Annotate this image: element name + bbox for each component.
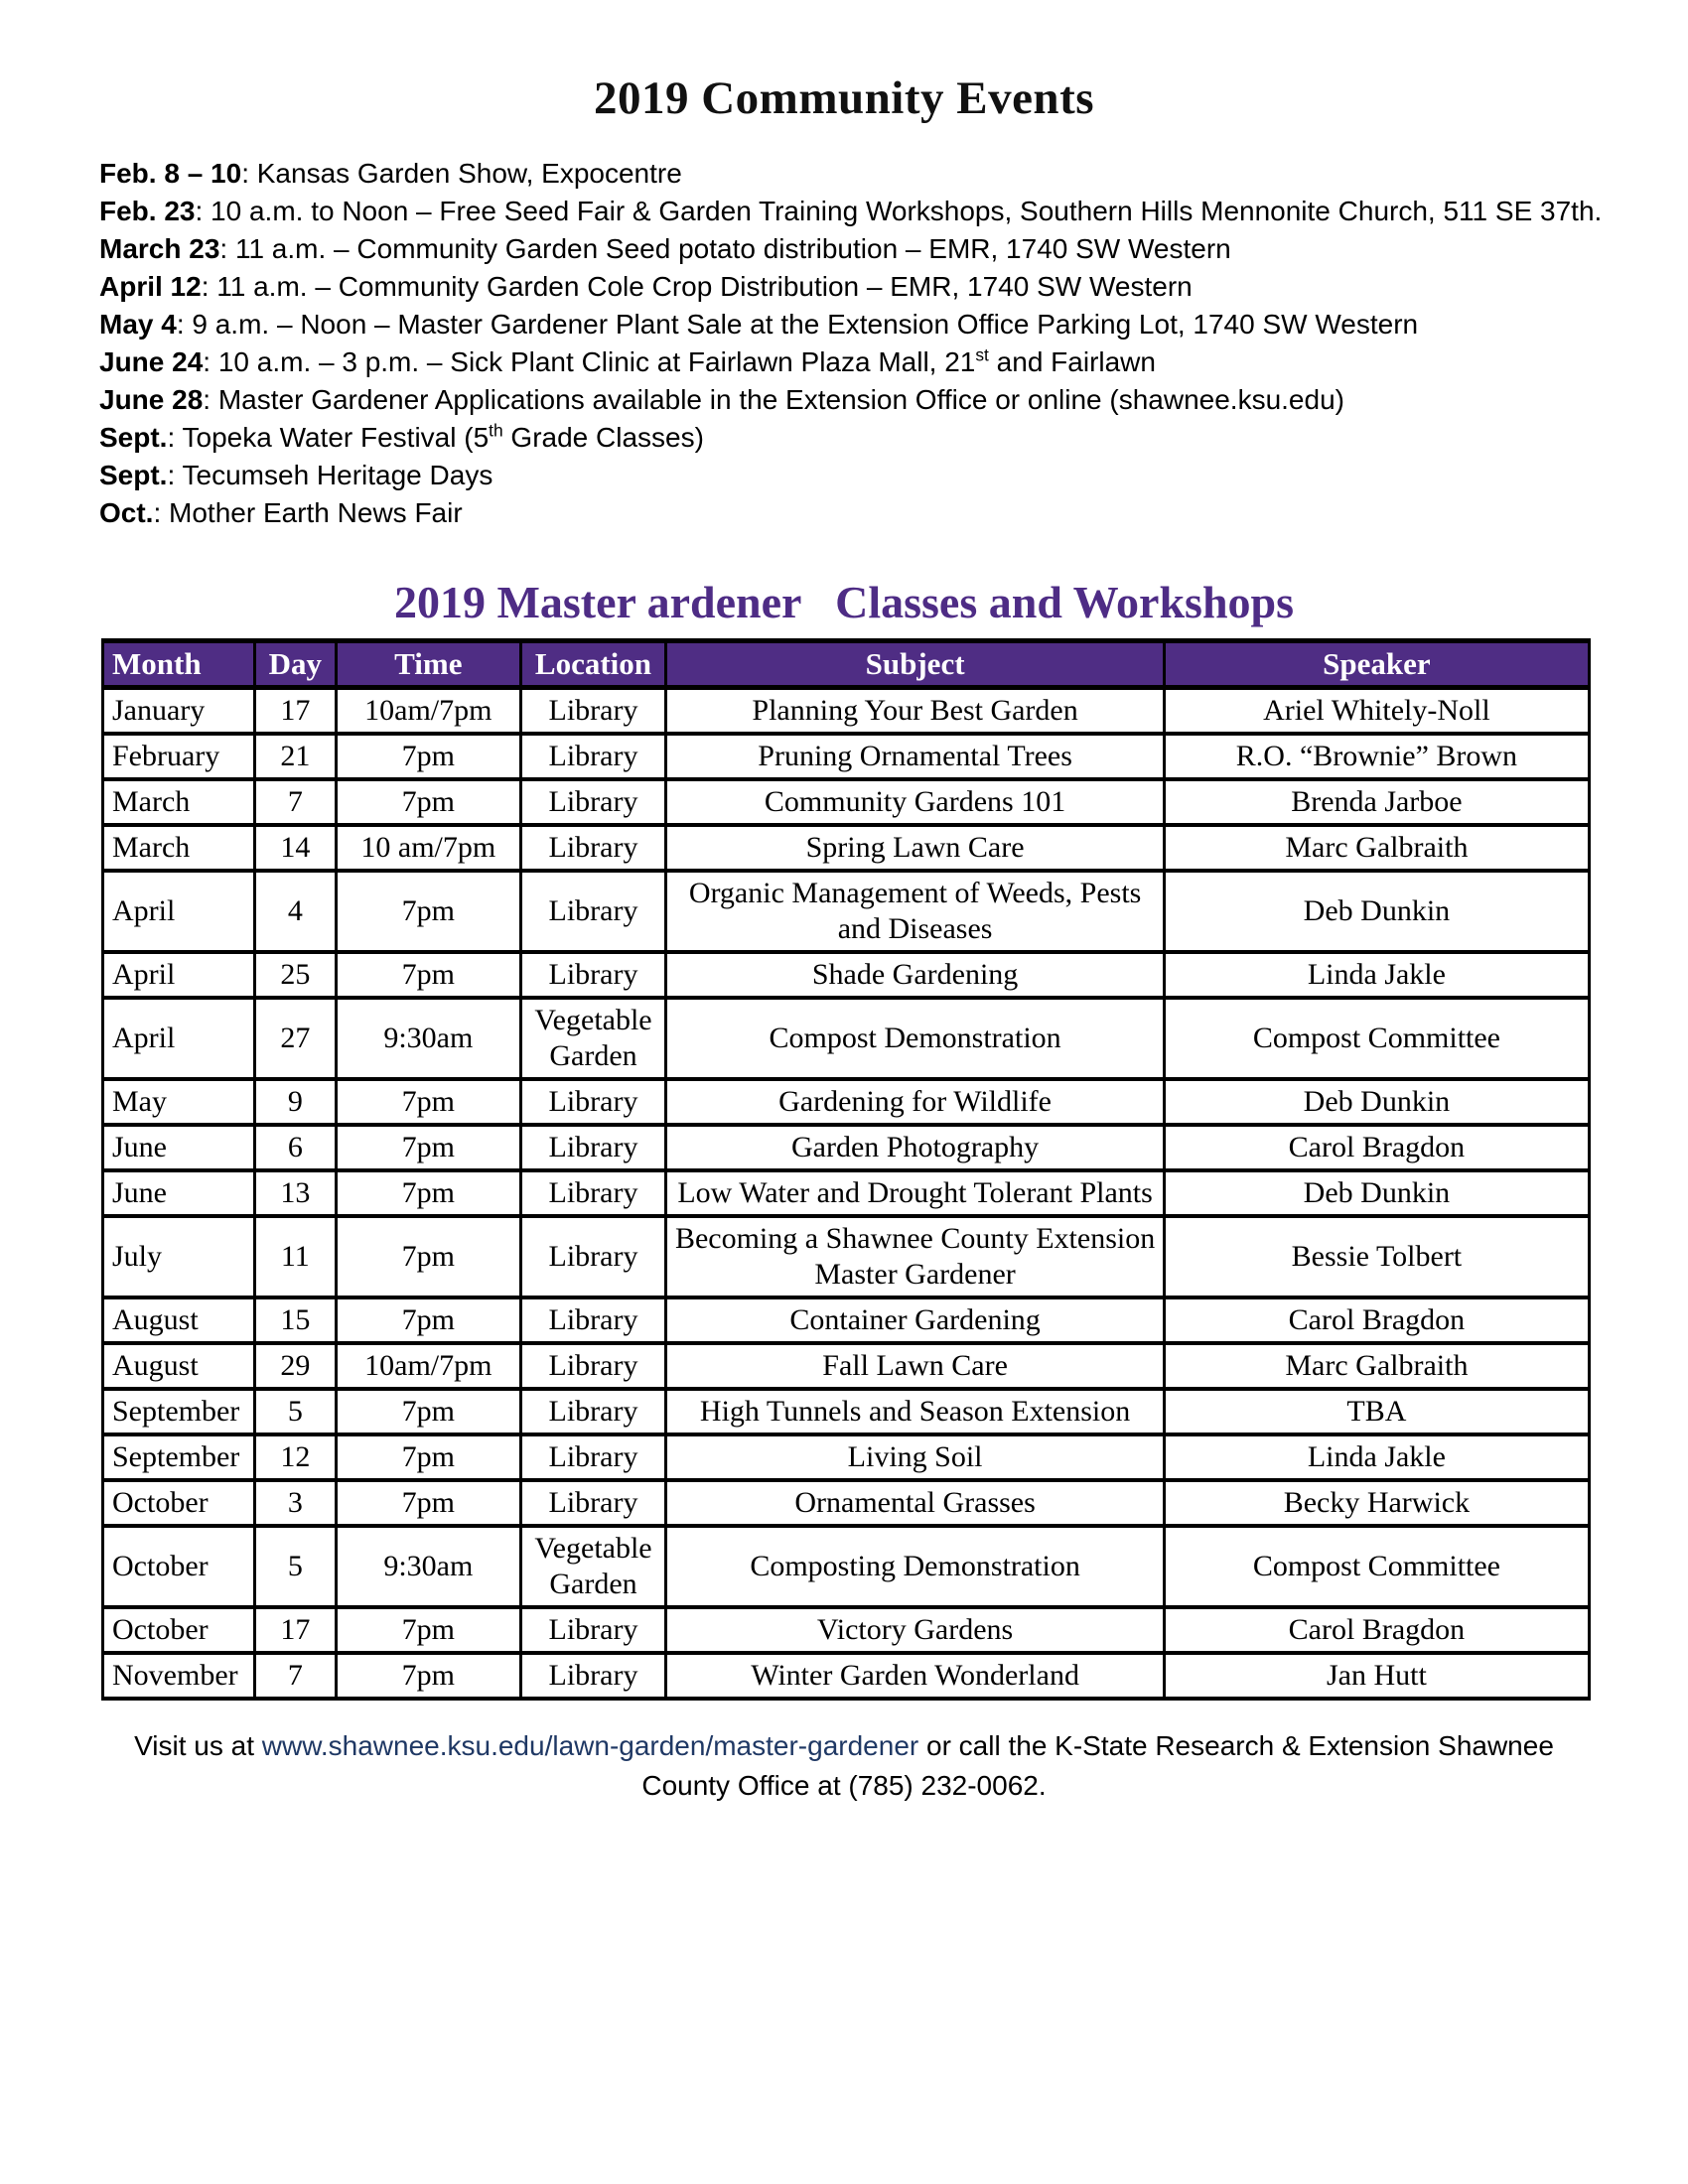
column-header-day: Day [254, 641, 336, 688]
table-cell: 7pm [337, 1434, 521, 1480]
table-cell: Deb Dunkin [1164, 871, 1589, 952]
table-cell: 13 [254, 1170, 336, 1216]
table-cell: October [103, 1480, 255, 1526]
table-cell: Library [520, 1343, 666, 1389]
event-item [99, 457, 1633, 494]
table-cell: June [103, 1125, 255, 1170]
classes-table [101, 638, 1591, 1701]
table-cell: Library [520, 825, 666, 871]
table-cell: Becky Harwick [1164, 1480, 1589, 1526]
table-row [103, 998, 1590, 1079]
table-cell: 29 [254, 1343, 336, 1389]
column-header-time: Time [337, 641, 521, 688]
table-cell: 7pm [337, 779, 521, 825]
table-cell: November [103, 1653, 255, 1699]
table-cell: 10 am/7pm [337, 825, 521, 871]
table-cell: Brenda Jarboe [1164, 779, 1589, 825]
table-cell: Low Water and Drought Tolerant Plants [666, 1170, 1164, 1216]
table-cell: Vegetable Garden [520, 1526, 666, 1607]
table-cell: Library [520, 734, 666, 779]
table-cell: March [103, 825, 255, 871]
events-list [99, 155, 1633, 532]
classes-heading: 2019 Master ardener Classes and Workshops [393, 577, 1295, 627]
event-text: Grade Classes) [502, 422, 704, 453]
table-cell: 21 [254, 734, 336, 779]
table-cell: Compost Committee [1164, 1526, 1589, 1607]
table-cell: 5 [254, 1526, 336, 1607]
table-cell: 7pm [337, 1216, 521, 1297]
table-cell: R.O. “Brownie” Brown [1164, 734, 1589, 779]
event-text: : 10 a.m. to Noon – Free Seed Fair & Garden Training Workshops, Southern Hills Mennonite Church, 511 SE 37th. [195, 196, 1603, 226]
table-row [103, 1653, 1590, 1699]
event-date-label: June 28 [99, 384, 204, 415]
table-cell: July [103, 1216, 255, 1297]
table-cell: Linda Jakle [1164, 1434, 1589, 1480]
table-cell: Library [520, 1297, 666, 1343]
table-cell: April [103, 871, 255, 952]
table-cell: Garden Photography [666, 1125, 1164, 1170]
table-cell: Community Gardens 101 [666, 779, 1164, 825]
table-cell: Fall Lawn Care [666, 1343, 1164, 1389]
event-text: : 9 a.m. – Noon – Master Gardener Plant Sale at the Extension Office Parking Lot, 1740 SW Western [176, 309, 1419, 340]
event-item [99, 268, 1633, 306]
table-cell: October [103, 1607, 255, 1653]
table-cell: Library [520, 1607, 666, 1653]
table-row [103, 1480, 1590, 1526]
footer-prefix: Visit us at [134, 1730, 262, 1761]
event-text: and Fairlawn [988, 346, 1156, 377]
table-cell: 7pm [337, 952, 521, 998]
event-item [99, 155, 1633, 193]
table-cell: 7 [254, 1653, 336, 1699]
table-row [103, 825, 1590, 871]
table-cell: Marc Galbraith [1164, 825, 1589, 871]
table-cell: February [103, 734, 255, 779]
table-cell: 17 [254, 688, 336, 735]
table-cell: 10am/7pm [337, 1343, 521, 1389]
table-cell: TBA [1164, 1389, 1589, 1434]
event-date-label: Sept. [99, 422, 168, 453]
table-header [103, 641, 1590, 688]
table-cell: 9 [254, 1079, 336, 1125]
table-cell: May [103, 1079, 255, 1125]
table-row [103, 871, 1590, 952]
website-link[interactable]: www.shawnee.ksu.edu/lawn-garden/master-gardener [261, 1730, 919, 1761]
table-cell: January [103, 688, 255, 735]
table-cell: 25 [254, 952, 336, 998]
column-header-subject: Subject [666, 641, 1164, 688]
table-cell: March [103, 779, 255, 825]
table-cell: Planning Your Best Garden [666, 688, 1164, 735]
table-cell: 7pm [337, 734, 521, 779]
table-row [103, 1297, 1590, 1343]
table-cell: Linda Jakle [1164, 952, 1589, 998]
table-cell: 27 [254, 998, 336, 1079]
table-cell: 7pm [337, 1079, 521, 1125]
table-cell: Jan Hutt [1164, 1653, 1589, 1699]
table-cell: April [103, 952, 255, 998]
table-cell: 7 [254, 779, 336, 825]
table-cell: 7pm [337, 1389, 521, 1434]
table-row [103, 1216, 1590, 1297]
table-cell: Vegetable Garden [520, 998, 666, 1079]
table-cell: Compost Demonstration [666, 998, 1164, 1079]
event-date-label: Feb. 8 – 10 [99, 158, 242, 189]
table-cell: 3 [254, 1480, 336, 1526]
table-cell: 14 [254, 825, 336, 871]
event-date-label: May 4 [99, 309, 177, 340]
table-cell: Ariel Whitely-Noll [1164, 688, 1589, 735]
table-body [103, 688, 1590, 1700]
event-date-label: March 23 [99, 233, 220, 264]
table-cell: October [103, 1526, 255, 1607]
table-row [103, 1607, 1590, 1653]
event-text: : Kansas Garden Show, Expocentre [241, 158, 682, 189]
table-cell: September [103, 1389, 255, 1434]
table-row [103, 734, 1590, 779]
table-cell: Library [520, 1389, 666, 1434]
table-cell: Composting Demonstration [666, 1526, 1164, 1607]
event-item [99, 306, 1633, 343]
table-cell: Organic Management of Weeds, Pests and Diseases [666, 871, 1164, 952]
table-cell: 7pm [337, 1125, 521, 1170]
event-date-label: Oct. [99, 497, 154, 528]
table-cell: Deb Dunkin [1164, 1170, 1589, 1216]
table-cell: 5 [254, 1389, 336, 1434]
table-cell: Victory Gardens [666, 1607, 1164, 1653]
table-cell: August [103, 1297, 255, 1343]
column-header-month: Month [103, 641, 255, 688]
table-cell: 7pm [337, 1297, 521, 1343]
table-row [103, 1389, 1590, 1434]
table-cell: Ornamental Grasses [666, 1480, 1164, 1526]
table-cell: 4 [254, 871, 336, 952]
event-item [99, 230, 1633, 268]
table-cell: 15 [254, 1297, 336, 1343]
table-cell: Library [520, 871, 666, 952]
table-row [103, 1343, 1590, 1389]
table-cell: Bessie Tolbert [1164, 1216, 1589, 1297]
event-text: : 11 a.m. – Community Garden Seed potato distribution – EMR, 1740 SW Western [219, 233, 1231, 264]
table-cell: Winter Garden Wonderland [666, 1653, 1164, 1699]
table-row [103, 1170, 1590, 1216]
table-cell: Becoming a Shawnee County Extension Master Gardener [666, 1216, 1164, 1297]
event-date-label: April 12 [99, 271, 202, 302]
table-cell: 7pm [337, 1607, 521, 1653]
table-cell: 9:30am [337, 998, 521, 1079]
table-cell: Library [520, 952, 666, 998]
footer-suffix: or call the K-State Research & Extension Shawnee County Office at (785) 232-0062. [641, 1730, 1554, 1801]
table-cell: April [103, 998, 255, 1079]
table-cell: June [103, 1170, 255, 1216]
event-item [99, 193, 1633, 230]
event-text: : 11 a.m. – Community Garden Cole Crop Distribution – EMR, 1740 SW Western [201, 271, 1193, 302]
table-row [103, 1526, 1590, 1607]
column-header-location: Location [520, 641, 666, 688]
table-cell: Gardening for Wildlife [666, 1079, 1164, 1125]
table-cell: Living Soil [666, 1434, 1164, 1480]
table-row [103, 779, 1590, 825]
table-cell: 7pm [337, 1480, 521, 1526]
table-cell: Container Gardening [666, 1297, 1164, 1343]
table-cell: 10am/7pm [337, 688, 521, 735]
table-cell: Shade Gardening [666, 952, 1164, 998]
event-text: : 10 a.m. – 3 p.m. – Sick Plant Clinic at Fairlawn Plaza Mall, 21 [203, 346, 976, 377]
table-cell: Carol Bragdon [1164, 1125, 1589, 1170]
table-row [103, 1434, 1590, 1480]
table-cell: 12 [254, 1434, 336, 1480]
table-cell: Pruning Ornamental Trees [666, 734, 1164, 779]
table-cell: 9:30am [337, 1526, 521, 1607]
event-date-label: June 24 [99, 346, 204, 377]
table-cell: Library [520, 1653, 666, 1699]
table-cell: Library [520, 688, 666, 735]
table-row [103, 952, 1590, 998]
table-cell: Deb Dunkin [1164, 1079, 1589, 1125]
table-cell: Carol Bragdon [1164, 1297, 1589, 1343]
table-cell: Library [520, 1125, 666, 1170]
event-item [99, 419, 1633, 457]
table-cell: Library [520, 1079, 666, 1125]
table-row [103, 1125, 1590, 1170]
event-text: : Topeka Water Festival (5 [167, 422, 490, 453]
event-text: : Master Gardener Applications available in the Extension Office or online (shawnee.ksu.edu) [203, 384, 1344, 415]
table-cell: Library [520, 1480, 666, 1526]
footer-note [124, 1726, 1564, 1806]
column-header-speaker: Speaker [1164, 641, 1589, 688]
table-cell: Library [520, 1170, 666, 1216]
event-item [99, 343, 1633, 381]
table-cell: 6 [254, 1125, 336, 1170]
table-cell: High Tunnels and Season Extension [666, 1389, 1164, 1434]
table-header-row [103, 641, 1590, 688]
event-text: : Tecumseh Heritage Days [167, 460, 493, 490]
event-item [99, 381, 1633, 419]
table-cell: Carol Bragdon [1164, 1607, 1589, 1653]
event-superscript: th [489, 420, 503, 441]
table-cell: 17 [254, 1607, 336, 1653]
table-row [103, 1079, 1590, 1125]
table-cell: Library [520, 1434, 666, 1480]
table-cell: Compost Committee [1164, 998, 1589, 1079]
event-text: : Mother Earth News Fair [153, 497, 463, 528]
event-date-label: Sept. [99, 460, 168, 490]
page-title: 2019 Community Events [593, 72, 1095, 124]
event-item [99, 494, 1633, 532]
event-date-label: Feb. 23 [99, 196, 196, 226]
event-superscript: st [975, 344, 989, 365]
table-row [103, 688, 1590, 735]
table-cell: Library [520, 1216, 666, 1297]
table-cell: Library [520, 779, 666, 825]
table-cell: 7pm [337, 871, 521, 952]
table-cell: 7pm [337, 1170, 521, 1216]
table-cell: August [103, 1343, 255, 1389]
table-cell: Marc Galbraith [1164, 1343, 1589, 1389]
table-cell: September [103, 1434, 255, 1480]
table-cell: 11 [254, 1216, 336, 1297]
table-cell: 7pm [337, 1653, 521, 1699]
table-cell: Spring Lawn Care [666, 825, 1164, 871]
